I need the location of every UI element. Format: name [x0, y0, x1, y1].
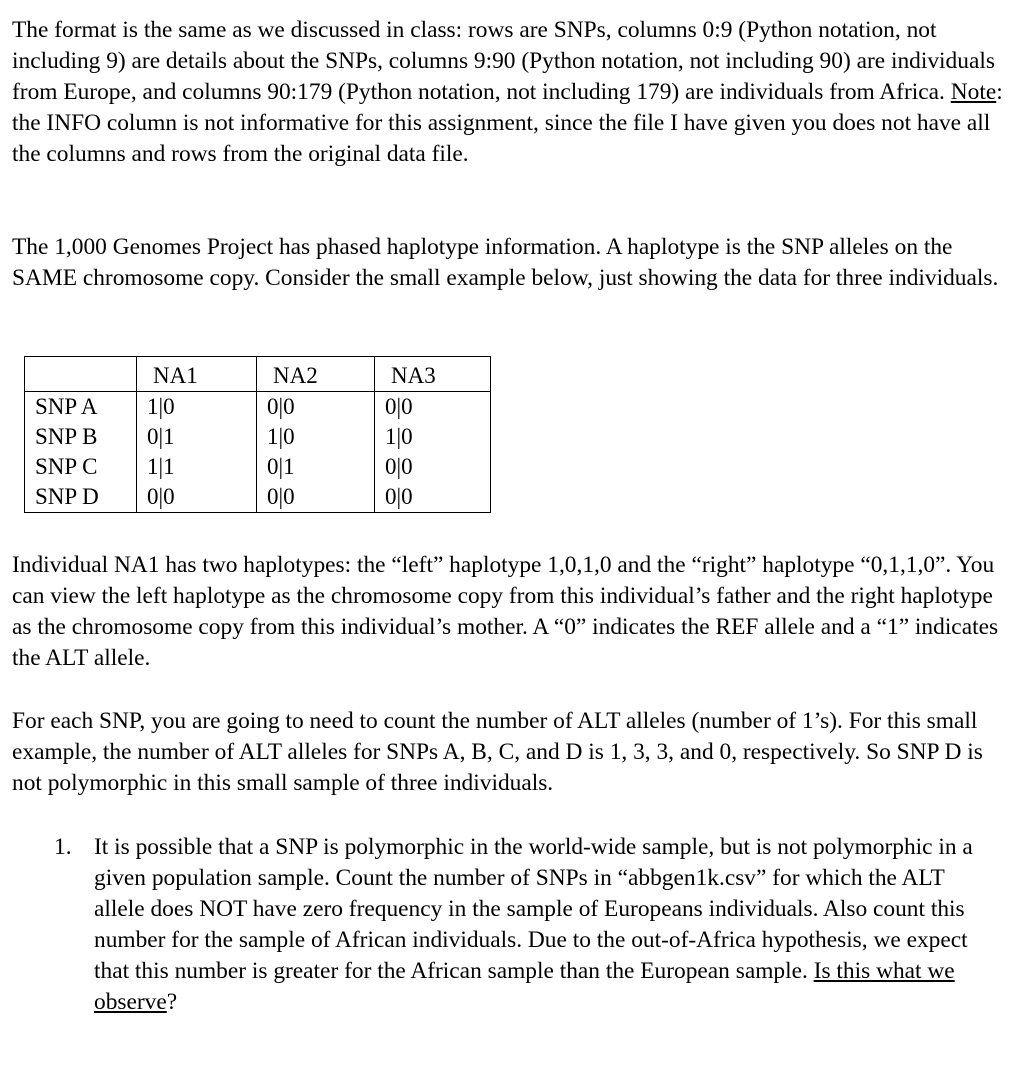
haplotype-explanation-paragraph: Individual NA1 has two haplotypes: the “left” haplotype 1,0,1,0 and the “right” haplotype “0,1,1,0”. You can view the left haplotype as the chromosome copy from this individual’s father and the right haplotype as the chromosome copy from this individual’s mother. A “0” indicates the REF allele and a “1” indicates the ALT allele. [12, 552, 999, 671]
table-cell: 1|0 [375, 422, 491, 452]
row-label: SNP D [25, 482, 137, 513]
table-header-cell: NA3 [375, 357, 491, 392]
haplotype-table [24, 356, 491, 513]
row-label: SNP B [25, 422, 137, 452]
question-number: 1. [54, 834, 72, 860]
row-label: SNP C [25, 452, 137, 482]
note-text: : the INFO column is not informative for this assignment, since the file I have given you does not have all the columns and rows from the original data file. [12, 79, 1003, 167]
table-cell: 1|0 [257, 422, 375, 452]
table-cell: 0|0 [137, 482, 257, 513]
question-underlined: Is this what we observe [94, 958, 955, 1015]
intro-text: The format is the same as we discussed in class: rows are SNPs, columns 0:9 (Python notation, not including 9) are details about the SNPs, columns 9:90 (Python notation, not including 90) are individuals from Europe, and columns 90:179 (Python notation, not including 179) are individuals from Africa. [12, 17, 995, 105]
question-end: ? [166, 989, 178, 1015]
table-cell: 0|1 [137, 422, 257, 452]
table-cell: 0|1 [257, 452, 375, 482]
table-header-cell: NA1 [137, 357, 257, 392]
intro-paragraph [12, 15, 1012, 170]
alt-count-paragraph: For each SNP, you are going to need to count the number of ALT alleles (number of 1’s). For this small example, the number of ALT alleles for SNPs A, B, C, and D is 1, 3, 3, and 0, respectively. So SNP D is not polymorphic in this small sample of three individuals. [12, 708, 983, 796]
table-header-row [25, 357, 491, 392]
table-cell: 0|0 [375, 452, 491, 482]
table-header-cell [25, 357, 137, 392]
table-row [25, 482, 491, 513]
table-cell: 1|0 [137, 392, 257, 423]
table-header-cell: NA2 [257, 357, 375, 392]
question-body: It is possible that a SNP is polymorphic in the world-wide sample, but is not polymorphic in a given population sample. Count the number of SNPs in “abbgen1k.csv” for which the ALT allele does NOT have zero frequency in the sample of Europeans individuals. Also count this number for the sample of African individuals. Due to the out-of-Africa hypothesis, we expect that this number is greater for the African sample than the European sample. [94, 834, 973, 984]
table-row [25, 392, 491, 423]
table-row [25, 452, 491, 482]
table-cell: 0|0 [375, 392, 491, 423]
table-cell: 0|0 [257, 392, 375, 423]
note-label: Note [950, 79, 997, 105]
table-cell: 0|0 [375, 482, 491, 513]
table-row [25, 422, 491, 452]
question-text [94, 832, 974, 1018]
row-label: SNP A [25, 392, 137, 423]
haplotype-paragraph: The 1,000 Genomes Project has phased haplotype information. A haplotype is the SNP alleles on the SAME chromosome copy. Consider the small example below, just showing the data for three individuals. [12, 234, 999, 291]
table-cell: 1|1 [137, 452, 257, 482]
table-cell: 0|0 [257, 482, 375, 513]
